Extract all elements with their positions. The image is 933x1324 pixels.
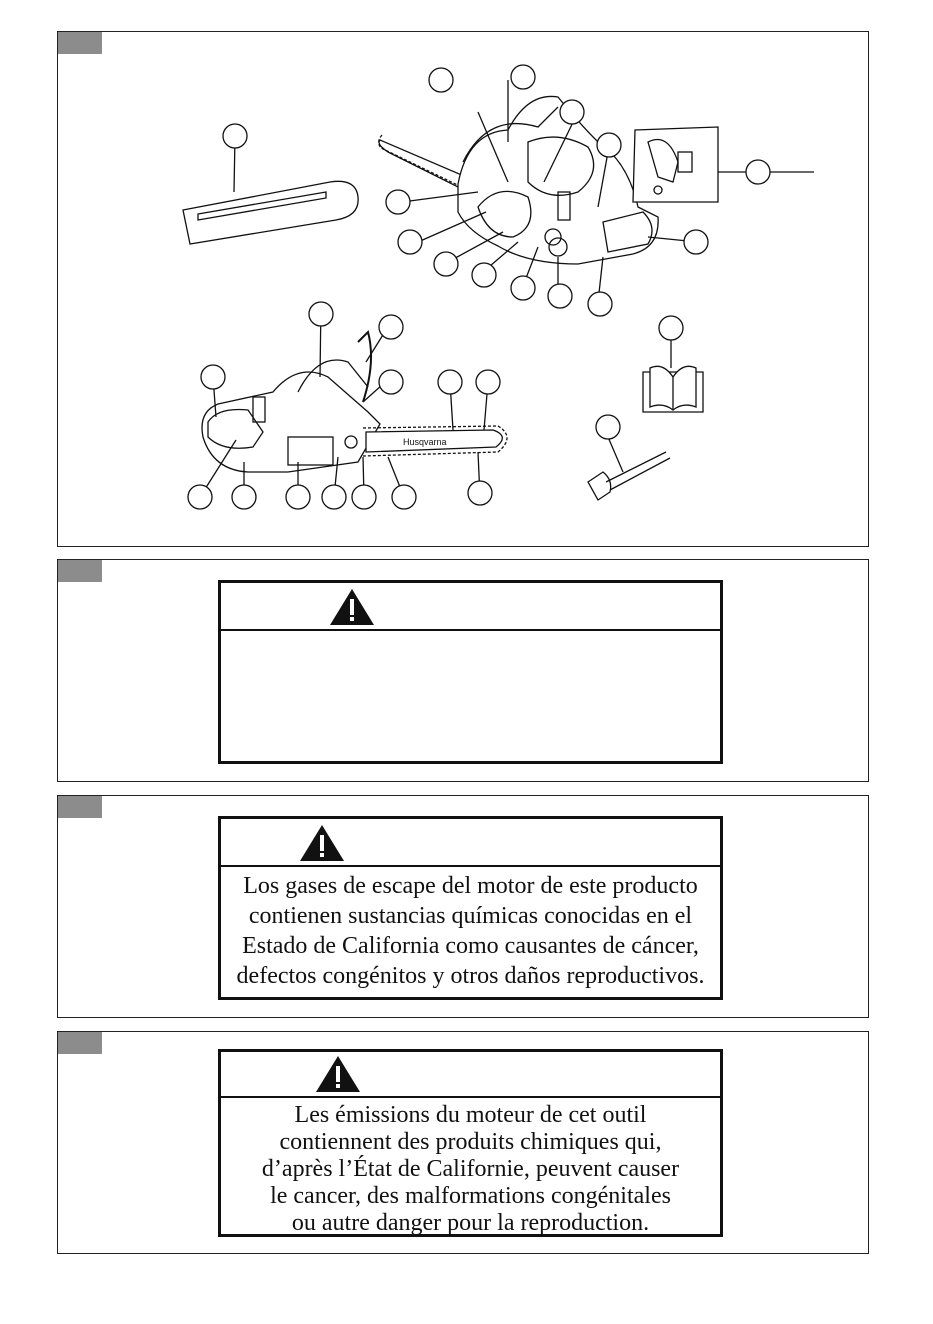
brand-label: Husqvarna (403, 437, 447, 447)
warning-triangle-icon (329, 588, 375, 626)
warning-text-line: Los gases de escape del motor de este producto (243, 873, 698, 899)
warning-text-line: contiennent des produits chimiques qui, (279, 1129, 662, 1155)
warning-text-line: Les émissions du moteur de cet outil (294, 1102, 647, 1128)
figure-panel-warning-en (57, 559, 869, 782)
warning-text-line: d’après l’État de Californie, peuvent causer (261, 1156, 680, 1182)
warning-text-line: le cancer, des malformations congénitales (270, 1183, 671, 1209)
warning-header (221, 1052, 720, 1098)
warning-text-line: Estado de California como causantes de cáncer, (242, 933, 699, 959)
figure-panel-warning-fr (57, 1031, 869, 1254)
figure-panel-components (57, 31, 869, 547)
warning-box (218, 1049, 723, 1237)
warning-box (218, 580, 723, 764)
figure-panel-warning-es (57, 795, 869, 1018)
warning-header (221, 583, 720, 631)
inset-detail-drawing (633, 127, 718, 202)
figure-number-tab (58, 796, 102, 818)
figure-number-tab (58, 560, 102, 582)
warning-text-line: contienen sustancias químicas conocidas en el (248, 903, 693, 929)
warning-triangle-icon (315, 1055, 361, 1093)
warning-text (221, 1098, 720, 1237)
warning-triangle-icon (299, 824, 345, 862)
warning-text-line: ou autre danger pour la reproduction. (291, 1210, 650, 1236)
warning-header (221, 819, 720, 867)
chainsaw-components-illustration (58, 32, 870, 548)
bar-guard-drawing (183, 136, 358, 244)
warning-text-line: defectos congénitos y otros daños reproductivos. (236, 963, 705, 989)
warning-box (218, 816, 723, 1000)
figure-number-tab (58, 1032, 102, 1054)
combination-wrench-drawing (588, 437, 670, 500)
manual-book-icon (643, 332, 703, 412)
warning-text (221, 867, 720, 991)
chainsaw-side-drawing (200, 302, 507, 497)
